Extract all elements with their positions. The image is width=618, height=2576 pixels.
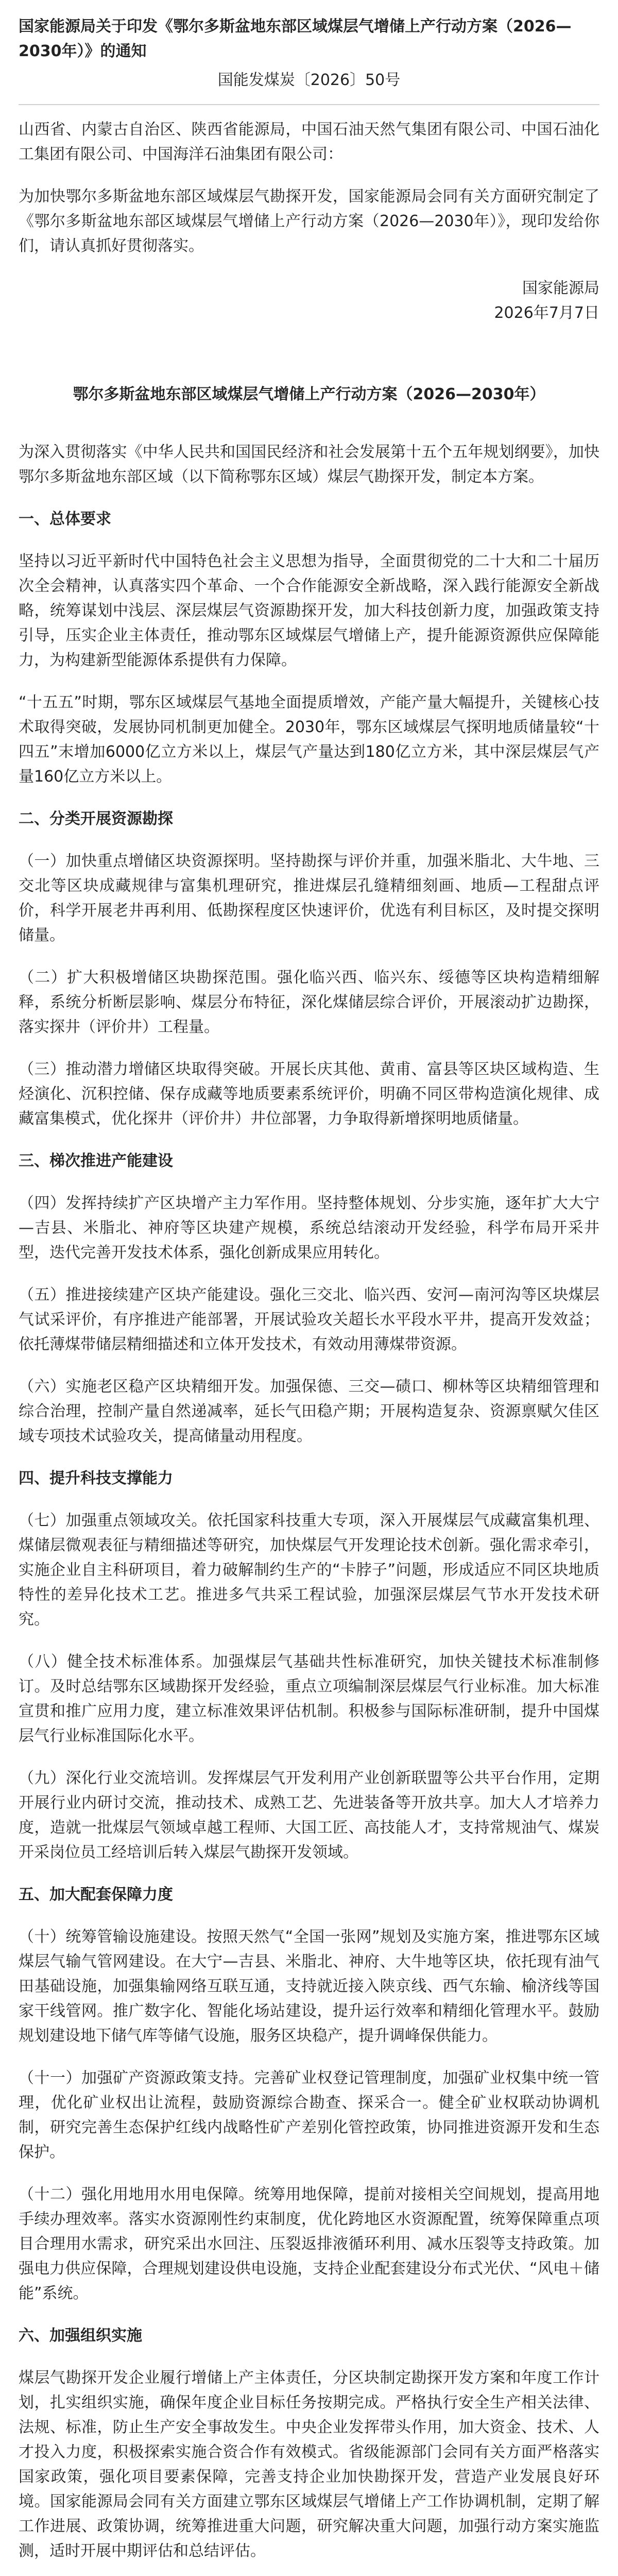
header-divider [19,104,599,105]
section-heading: 三、梯次推进产能建设 [19,1152,173,1170]
notice-title: 国家能源局关于印发《鄂尔多斯盆地东部区域煤层气增储上产行动方案（2026—2030年）》的通知 [19,18,572,60]
section-paragraph: （一）加快重点增储区块资源探明。坚持勘探与评价并重，加强米脂北、大牛地、三交北等区块成藏规律与富集机理研究，推进煤层孔缝精细刻画、地质—工程甜点评价，科学开展老井再利用、低勘探程度区快速评价，优选有利目标区，及时提交探明储量。 [19,852,599,944]
section-heading: 五、加大配套保障力度 [19,1886,173,1904]
notice-body: 为加快鄂尔多斯盆地东部区域煤层气勘探开发，国家能源局会同有关方面研究制定了《鄂尔多斯盆地东部区域煤层气增储上产行动方案（2026—2030年）》，现印发给你们，请认真抓好贯彻落实。 [19,188,599,255]
section-paragraph: （十二）强化用地用水用电保障。统筹用地保障，提前对接相关空间规划，提高用地手续办理效率。落实水资源刚性约束制度，优化跨地区水资源配置，统筹保障重点项目合理用水需求，研究采出水回注、压裂返排液循环利用、减水压裂等支持政策。加强电力供应保障，合理规划建设供电设施，支持企业配套建设分布式光伏、“风电＋储能”系统。 [19,2185,599,2302]
plan-intro: 为深入贯彻落实《中华人民共和国国民经济和社会发展第十五个五年规划纲要》，加快鄂尔多斯盆地东部区域（以下简称鄂东区域）煤层气勘探开发，制定本方案。 [19,443,599,486]
section-paragraph: （十）统筹管输设施建设。按照天然气“全国一张网”规划及实施方案，推进鄂东区域煤层气输气管网建设。在大宁—吉县、米脂北、神府、大牛地等区块，依托现有油气田基础设施，加强集输网络互联互通，支持就近接入陕京线、西气东输、榆济线等国家干线管网。推广数字化、智能化场站建设，提升运行效率和精细化管理水平。鼓励规划建设地下储气库等储气设施，服务区块稳产，提升调峰保供能力。 [19,1928,599,2045]
section-heading: 一、总体要求 [19,510,111,528]
section-paragraph: （三）推动潜力增储区块取得突破。开展长庆其他、黄甫、富县等区块区域构造、生烃演化、沉积控储、保存成藏等地质要素系统评价，明确不同区带构造演化规律、成藏富集模式，优化探井（评价井）井位部署，力争取得新增探明地质储量。 [19,1060,599,1128]
section-paragraph: （二）扩大积极增储区块勘探范围。强化临兴西、临兴东、绥德等区块构造精细解释，系统分析断层影响、煤层分布特征，深化煤储层综合评价，开展滚动扩边勘探，落实探井（评价井）工程量。 [19,969,599,1036]
signature: 国家能源局 [522,279,599,297]
section-paragraph: （六）实施老区稳产区块精细开发。加强保德、三交—碛口、柳林等区块精细管理和综合治理，控制产量自然递减率，延长气田稳产期；开展构造复杂、资源禀赋欠佳区域专项技术试验攻关，提高储量动用程度。 [19,1378,599,1445]
plan-title: 鄂尔多斯盆地东部区域煤层气增储上产行动方案（2026—2030年） [73,385,545,403]
issue-date: 2026年7月7日 [494,304,599,322]
section-heading: 六、加强组织实施 [19,2327,142,2345]
section-paragraph: （九）深化行业交流培训。发挥煤层气开发利用产业创新联盟等公共平台作用，定期开展行业内研讨交流，推动技术、成熟工艺、先进装备等开放共享。加大人才培养力度，造就一批煤层气领域卓越工程师、大国工匠、高技能人才，支持常规油气、煤炭开采岗位员工经培训后转入煤层气勘探开发领域。 [19,1769,599,1861]
section-heading: 四、提升科技支撑能力 [19,1469,173,1487]
section-paragraph: 煤层气勘探开发企业履行增储上产主体责任，分区块制定勘探开发方案和年度工作计划，扎实组织实施，确保年度企业目标任务按期完成。严格执行安全生产相关法律、法规、标准，防止生产安全事故发生。中央企业发挥带头作用，加大资金、技术、人才投入力度，积极探索实施合资合作有效模式。省级能源部门会同有关方面严格落实国家政策，强化项目要素保障，完善支持企业加快勘探开发，营造产业发展良好环境。国家能源局会同有关方面建立鄂东区域煤层气增储上产工作协调机制，定期了解工作进展、政策协调，统筹推进重大问题，研究解决重大问题，加强行动方案实施监测，适时开展中期评估和总结评估。 [19,2369,599,2560]
section-paragraph: “十五五”时期，鄂东区域煤层气基地全面提质增效，产能产量大幅提升，关键核心技术取得突破，发展协同机制更加健全。2030年，鄂东区域煤层气探明地质储量较“十四五”末增加6000亿立方米以上，煤层气产量达到180亿立方米，其中深层煤层气产量160亿立方米以上。 [19,693,599,786]
section-paragraph: （五）推进接续建产区块产能建设。强化三交北、临兴西、安河—南河沟等区块煤层气试采评价，有序推进产能部署，开展试验攻关超长水平段水平井，提高开发效益；依托薄煤带储层精细描述和立体开发技术，有效动用薄煤带资源。 [19,1286,599,1353]
section-paragraph: （十一）加强矿产资源政策支持。完善矿业权登记管理制度，加强矿业权集中统一管理，优化矿业权出让流程，鼓励资源综合勘查、探采合一。健全矿业权联动协调机制，研究完善生态保护红线内战略性矿产差别化管控政策，协同推进资源开发和生态保护。 [19,2069,599,2161]
section-paragraph: 坚持以习近平新时代中国特色社会主义思想为指导，全面贯彻党的二十大和二十届历次全会精神，认真落实四个革命、一个合作能源安全新战略，深入践行能源安全新战略，统筹谋划中浅层、深层煤层气资源勘探开发，加大科技创新力度，加强政策支持引导，压实企业主体责任，推动鄂东区域煤层气增储上产，提升能源资源供应保障能力，为构建新型能源体系提供有力保障。 [19,552,599,669]
section-paragraph: （八）健全技术标准体系。加强煤层气基础共性标准研究，加快关键技术标准制修订。及时总结鄂东区域勘探开发经验，重点立项编制深层煤层气行业标准。加大标准宣贯和推广应用力度，建立标准效果评估机制。积极参与国际标准研制，提升中国煤层气行业标准国际化水平。 [19,1653,599,1745]
section-paragraph: （四）发挥持续扩产区块增产主力军作用。坚持整体规划、分步实施，逐年扩大大宁—吉县、米脂北、神府等区块建产规模，系统总结滚动开发经验，科学布局开采井型，迭代完善开发技术体系，强化创新成果应用转化。 [19,1194,599,1262]
document-number: 国能发煤炭〔2026〕50号 [217,71,401,89]
section-heading: 二、分类开展资源勘探 [19,810,173,828]
section-paragraph: （七）加强重点领域攻关。依托国家科技重大专项，深入开展煤层气成藏富集机理、煤储层微观表征与精细描述等研究，加快煤层气开发理论技术创新。强化需求牵引，实施企业自主科研项目，着力破解制约生产的“卡脖子”问题，形成适应不同区块地质特性的差异化技术工艺。推进多气共采工程试验，加强深层煤层气节水开发技术研究。 [19,1512,599,1629]
addressee: 山西省、内蒙古自治区、陕西省能源局，中国石油天然气集团有限公司、中国石油化工集团有限公司、中国海洋石油集团有限公司： [19,121,599,163]
